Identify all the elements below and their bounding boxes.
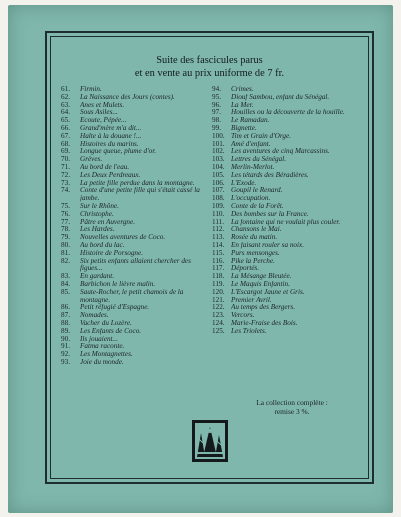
entry-title: Histoires du marins. — [80, 140, 139, 148]
entry-title: Les Enfants de Coco. — [80, 327, 142, 335]
title-entry — [61, 211, 207, 219]
entry-number: 87. — [61, 311, 70, 320]
entry-number: 125. — [212, 326, 225, 335]
title-entry — [212, 219, 367, 227]
entry-title: Fatma raconte. — [80, 343, 125, 351]
title-entry — [212, 109, 367, 117]
entry-number: 110. — [212, 209, 225, 218]
title-entry — [212, 86, 367, 94]
entry-number: 114. — [212, 240, 225, 249]
title-entry — [212, 297, 367, 305]
title-entry — [61, 336, 207, 344]
entry-number: 89. — [61, 326, 70, 335]
title-entry — [212, 304, 367, 312]
entry-title: Saute-Rocher, le petit chamois de la montagne. — [80, 288, 184, 304]
title-entry — [212, 242, 367, 250]
title-entry — [61, 86, 207, 94]
entry-number: 113. — [212, 233, 225, 242]
title-entry — [61, 273, 207, 281]
entry-number: 94. — [212, 85, 221, 93]
entry-title: En faisant rouler sa noix. — [231, 241, 305, 249]
heading-line-1: Suite des fascicules parus — [156, 55, 263, 66]
entry-title: L'Exode. — [231, 179, 257, 187]
entry-title: Six petits enfants allaient chercher des figues... — [80, 257, 191, 273]
entry-number: 105. — [212, 170, 225, 179]
entry-title: Halte à la douane !... — [80, 132, 142, 140]
entry-title: Marie-Fraise des Bois. — [231, 319, 298, 327]
discount-note: remise 3 %. — [274, 407, 310, 416]
entry-number: 115. — [212, 248, 225, 257]
entry-title: Premier Avril. — [231, 296, 272, 304]
entry-number: 107. — [212, 186, 225, 195]
title-entry — [61, 102, 207, 110]
title-entry — [212, 312, 367, 320]
title-entry — [61, 258, 207, 274]
entry-number: 76. — [61, 209, 70, 218]
entry-title: Les aventures de cinq Marcassins. — [231, 148, 330, 156]
collection-note: La collection complète : — [256, 398, 328, 407]
entry-title: Chansons le Mai. — [231, 226, 282, 234]
title-entry — [61, 242, 207, 250]
entry-title: La fontaine qui ne voulait plus couler. — [231, 218, 341, 226]
title-entry — [212, 320, 367, 328]
entry-number: 109. — [212, 201, 225, 210]
entry-title: Vercors. — [231, 312, 255, 320]
entry-number: 95. — [212, 92, 221, 101]
entry-number: 81. — [61, 248, 70, 257]
entry-title: Bignette. — [231, 124, 257, 132]
entry-number: 97. — [212, 108, 221, 117]
title-entry — [61, 117, 207, 125]
title-entry — [61, 351, 207, 359]
entry-title: La Mer. — [231, 101, 254, 109]
entry-number: 75. — [61, 201, 70, 210]
title-entry — [61, 359, 207, 367]
title-entry — [61, 109, 207, 117]
entry-title: En gardant. — [80, 273, 115, 281]
entry-title: Déportés. — [231, 265, 260, 273]
woodcut-emblem-icon — [191, 419, 229, 463]
entry-title: Amé d'enfant. — [231, 140, 271, 148]
entry-number: 91. — [61, 342, 70, 351]
entry-number: 88. — [61, 318, 70, 327]
booklet-back-cover — [8, 5, 393, 513]
title-entry — [61, 180, 207, 188]
entry-number: 112. — [212, 225, 225, 234]
entry-title: Les tétards des Béradières. — [231, 171, 309, 179]
entry-title: Rosée du matin. — [231, 234, 278, 242]
entry-number: 123. — [212, 311, 225, 320]
entry-number: 72. — [61, 170, 70, 179]
title-entry — [212, 273, 367, 281]
entry-title: Le Maquis Enfantin. — [231, 280, 290, 288]
title-entry — [212, 180, 367, 188]
title-entry — [212, 102, 367, 110]
entry-number: 117. — [212, 264, 225, 273]
title-entry — [212, 195, 367, 203]
entry-title: Le Ramadan. — [231, 117, 270, 125]
title-entry — [61, 156, 207, 164]
title-entry — [212, 148, 367, 156]
entry-title: Diouf Sambou, enfant du Sénégal. — [231, 93, 330, 101]
entry-title: Christophe. — [80, 210, 114, 218]
title-entry — [212, 203, 367, 211]
entry-number: 108. — [212, 194, 225, 203]
title-entry — [61, 328, 207, 336]
entry-title: Conte de la Forêt. — [231, 202, 284, 210]
title-entry — [61, 133, 207, 141]
entry-title: Pâtre en Auvergne. — [80, 218, 136, 226]
entry-number: 63. — [61, 100, 70, 109]
title-entry — [61, 234, 207, 242]
entry-number: 92. — [61, 350, 70, 359]
entry-title: Les Montagnettes. — [80, 351, 133, 359]
entry-number: 124. — [212, 318, 225, 327]
title-entry — [61, 226, 207, 234]
entry-title: Purs mensonges. — [231, 249, 280, 257]
entry-title: Nouvelles aventures de Coco. — [80, 234, 166, 242]
entry-title: La petite fille perdue dans la montagne. — [80, 179, 195, 187]
entry-number: 79. — [61, 233, 70, 242]
title-entry — [212, 156, 367, 164]
title-entry — [61, 304, 207, 312]
title-entry — [61, 281, 207, 289]
entry-number: 85. — [61, 287, 70, 296]
title-entry — [212, 211, 367, 219]
entry-title: Ecoute, Pépée... — [80, 117, 127, 125]
entry-title: Barbichon le lièvre malin. — [80, 280, 156, 288]
entry-number: 64. — [61, 108, 70, 117]
title-entry — [212, 94, 367, 102]
entry-title: Firmin. — [80, 86, 102, 93]
title-entry — [61, 172, 207, 180]
entry-number: 71. — [61, 162, 70, 171]
entry-number: 102. — [212, 147, 225, 156]
entry-number: 74. — [61, 186, 70, 195]
title-entry — [61, 312, 207, 320]
entry-title: Sous Asiles... — [80, 109, 118, 117]
entry-title: Pike la Perche. — [231, 257, 275, 265]
entry-number: 119. — [212, 279, 225, 288]
entry-title: Histoire de Porsogne. — [80, 249, 144, 257]
entry-number: 96. — [212, 100, 221, 109]
entry-title: Petit réfugié d'Espagne. — [80, 304, 150, 312]
entry-title: Nomades. — [80, 312, 109, 320]
entry-number: 67. — [61, 131, 70, 140]
entry-title: Joie du monde. — [80, 358, 124, 366]
title-entry — [212, 250, 367, 258]
entry-number: 77. — [61, 217, 70, 226]
entry-title: Vacher du Lozère. — [80, 319, 132, 327]
entry-number: 100. — [212, 131, 225, 140]
double-rule-frame — [45, 31, 374, 484]
entry-title: Grèves. — [80, 156, 103, 164]
entry-title: Au bord de l'eau. — [80, 163, 130, 171]
entry-number: 80. — [61, 240, 70, 249]
titles-list-left — [61, 86, 207, 367]
entry-number: 65. — [61, 116, 70, 125]
entry-number: 78. — [61, 225, 70, 234]
entry-number: 106. — [212, 178, 225, 187]
title-entry — [212, 289, 367, 297]
title-entry — [212, 164, 367, 172]
title-entry — [212, 117, 367, 125]
entry-number: 98. — [212, 116, 221, 125]
entry-title: Sur le Rhône. — [80, 202, 119, 210]
entry-title: Les Hardes. — [80, 226, 115, 234]
entry-number: 104. — [212, 162, 225, 171]
title-entry — [212, 226, 367, 234]
entry-number: 118. — [212, 272, 225, 281]
entry-title: La Naissance des Jours (contes). — [80, 93, 175, 101]
title-entry — [212, 281, 367, 289]
entry-number: 116. — [212, 256, 225, 265]
title-entry — [212, 258, 367, 266]
entry-title: Anes et Mulets. — [80, 101, 125, 109]
entry-title: Houilles ou la découverte de la houille. — [231, 109, 345, 117]
titles-list-right — [212, 86, 367, 336]
entry-number: 121. — [212, 295, 225, 304]
heading-line-2: et en vente au prix uniforme de 7 fr. — [134, 68, 285, 79]
entry-number: 62. — [61, 92, 70, 101]
title-entry — [61, 141, 207, 149]
entry-title: Lettres du Sénégal. — [231, 156, 287, 164]
entry-number: 93. — [61, 357, 70, 366]
entry-number: 83. — [61, 272, 70, 281]
entry-number: 70. — [61, 155, 70, 164]
entry-title: Les Deux Perdreaux. — [80, 171, 141, 179]
title-entry — [61, 94, 207, 102]
entry-title: Au temps des Bergers. — [231, 304, 296, 312]
entry-number: 86. — [61, 303, 70, 312]
title-entry — [212, 133, 367, 141]
entry-number: 122. — [212, 303, 225, 312]
entry-title: Longue queue, plume d'or. — [80, 148, 156, 156]
entry-title: L'occupation. — [231, 195, 271, 203]
entry-number: 90. — [61, 334, 70, 343]
title-entry — [212, 172, 367, 180]
title-entry — [61, 125, 207, 133]
entry-title: L'Escargot Jaune et Gris. — [231, 288, 305, 296]
entry-number: 103. — [212, 155, 225, 164]
entry-title: Grand'mère m'a dit... — [80, 124, 142, 132]
title-entry — [212, 328, 367, 336]
title-entry — [61, 289, 207, 305]
title-entry — [61, 219, 207, 227]
entry-title: Les Triolets. — [231, 327, 267, 335]
entry-title: Crimes. — [231, 86, 254, 93]
entry-number: 101. — [212, 139, 225, 148]
entry-title: Des bombes sur la France. — [231, 210, 309, 218]
title-entry — [61, 187, 207, 203]
entry-number: 82. — [61, 256, 70, 265]
title-entry — [212, 141, 367, 149]
title-entry — [212, 187, 367, 195]
entry-title: Au bord du lac. — [80, 241, 125, 249]
entry-number: 84. — [61, 279, 70, 288]
entry-title: Goupil le Renard. — [231, 187, 283, 195]
entry-title: Tim et Grain d'Orge. — [231, 132, 291, 140]
title-entry — [61, 203, 207, 211]
entry-title: Conte d'une petite fille qui s'était cassé la jambe. — [80, 187, 200, 203]
title-entry — [212, 125, 367, 133]
title-entry — [61, 250, 207, 258]
title-entry — [61, 164, 207, 172]
entry-title: La Mésange Bleutée. — [231, 273, 292, 281]
entry-number: 120. — [212, 287, 225, 296]
entry-number: 61. — [61, 85, 70, 93]
entry-number: 111. — [212, 217, 225, 226]
entry-title: Merlin-Merlot. — [231, 163, 275, 171]
entry-number: 69. — [61, 147, 70, 156]
entry-number: 99. — [212, 123, 221, 132]
entry-number: 66. — [61, 123, 70, 132]
entry-title: Ils jouaient... — [80, 335, 118, 343]
title-entry — [61, 320, 207, 328]
title-entry — [61, 343, 207, 351]
title-entry — [212, 234, 367, 242]
entry-number: 68. — [61, 139, 70, 148]
entry-number: 73. — [61, 178, 70, 187]
title-entry — [212, 265, 367, 273]
title-entry — [61, 148, 207, 156]
